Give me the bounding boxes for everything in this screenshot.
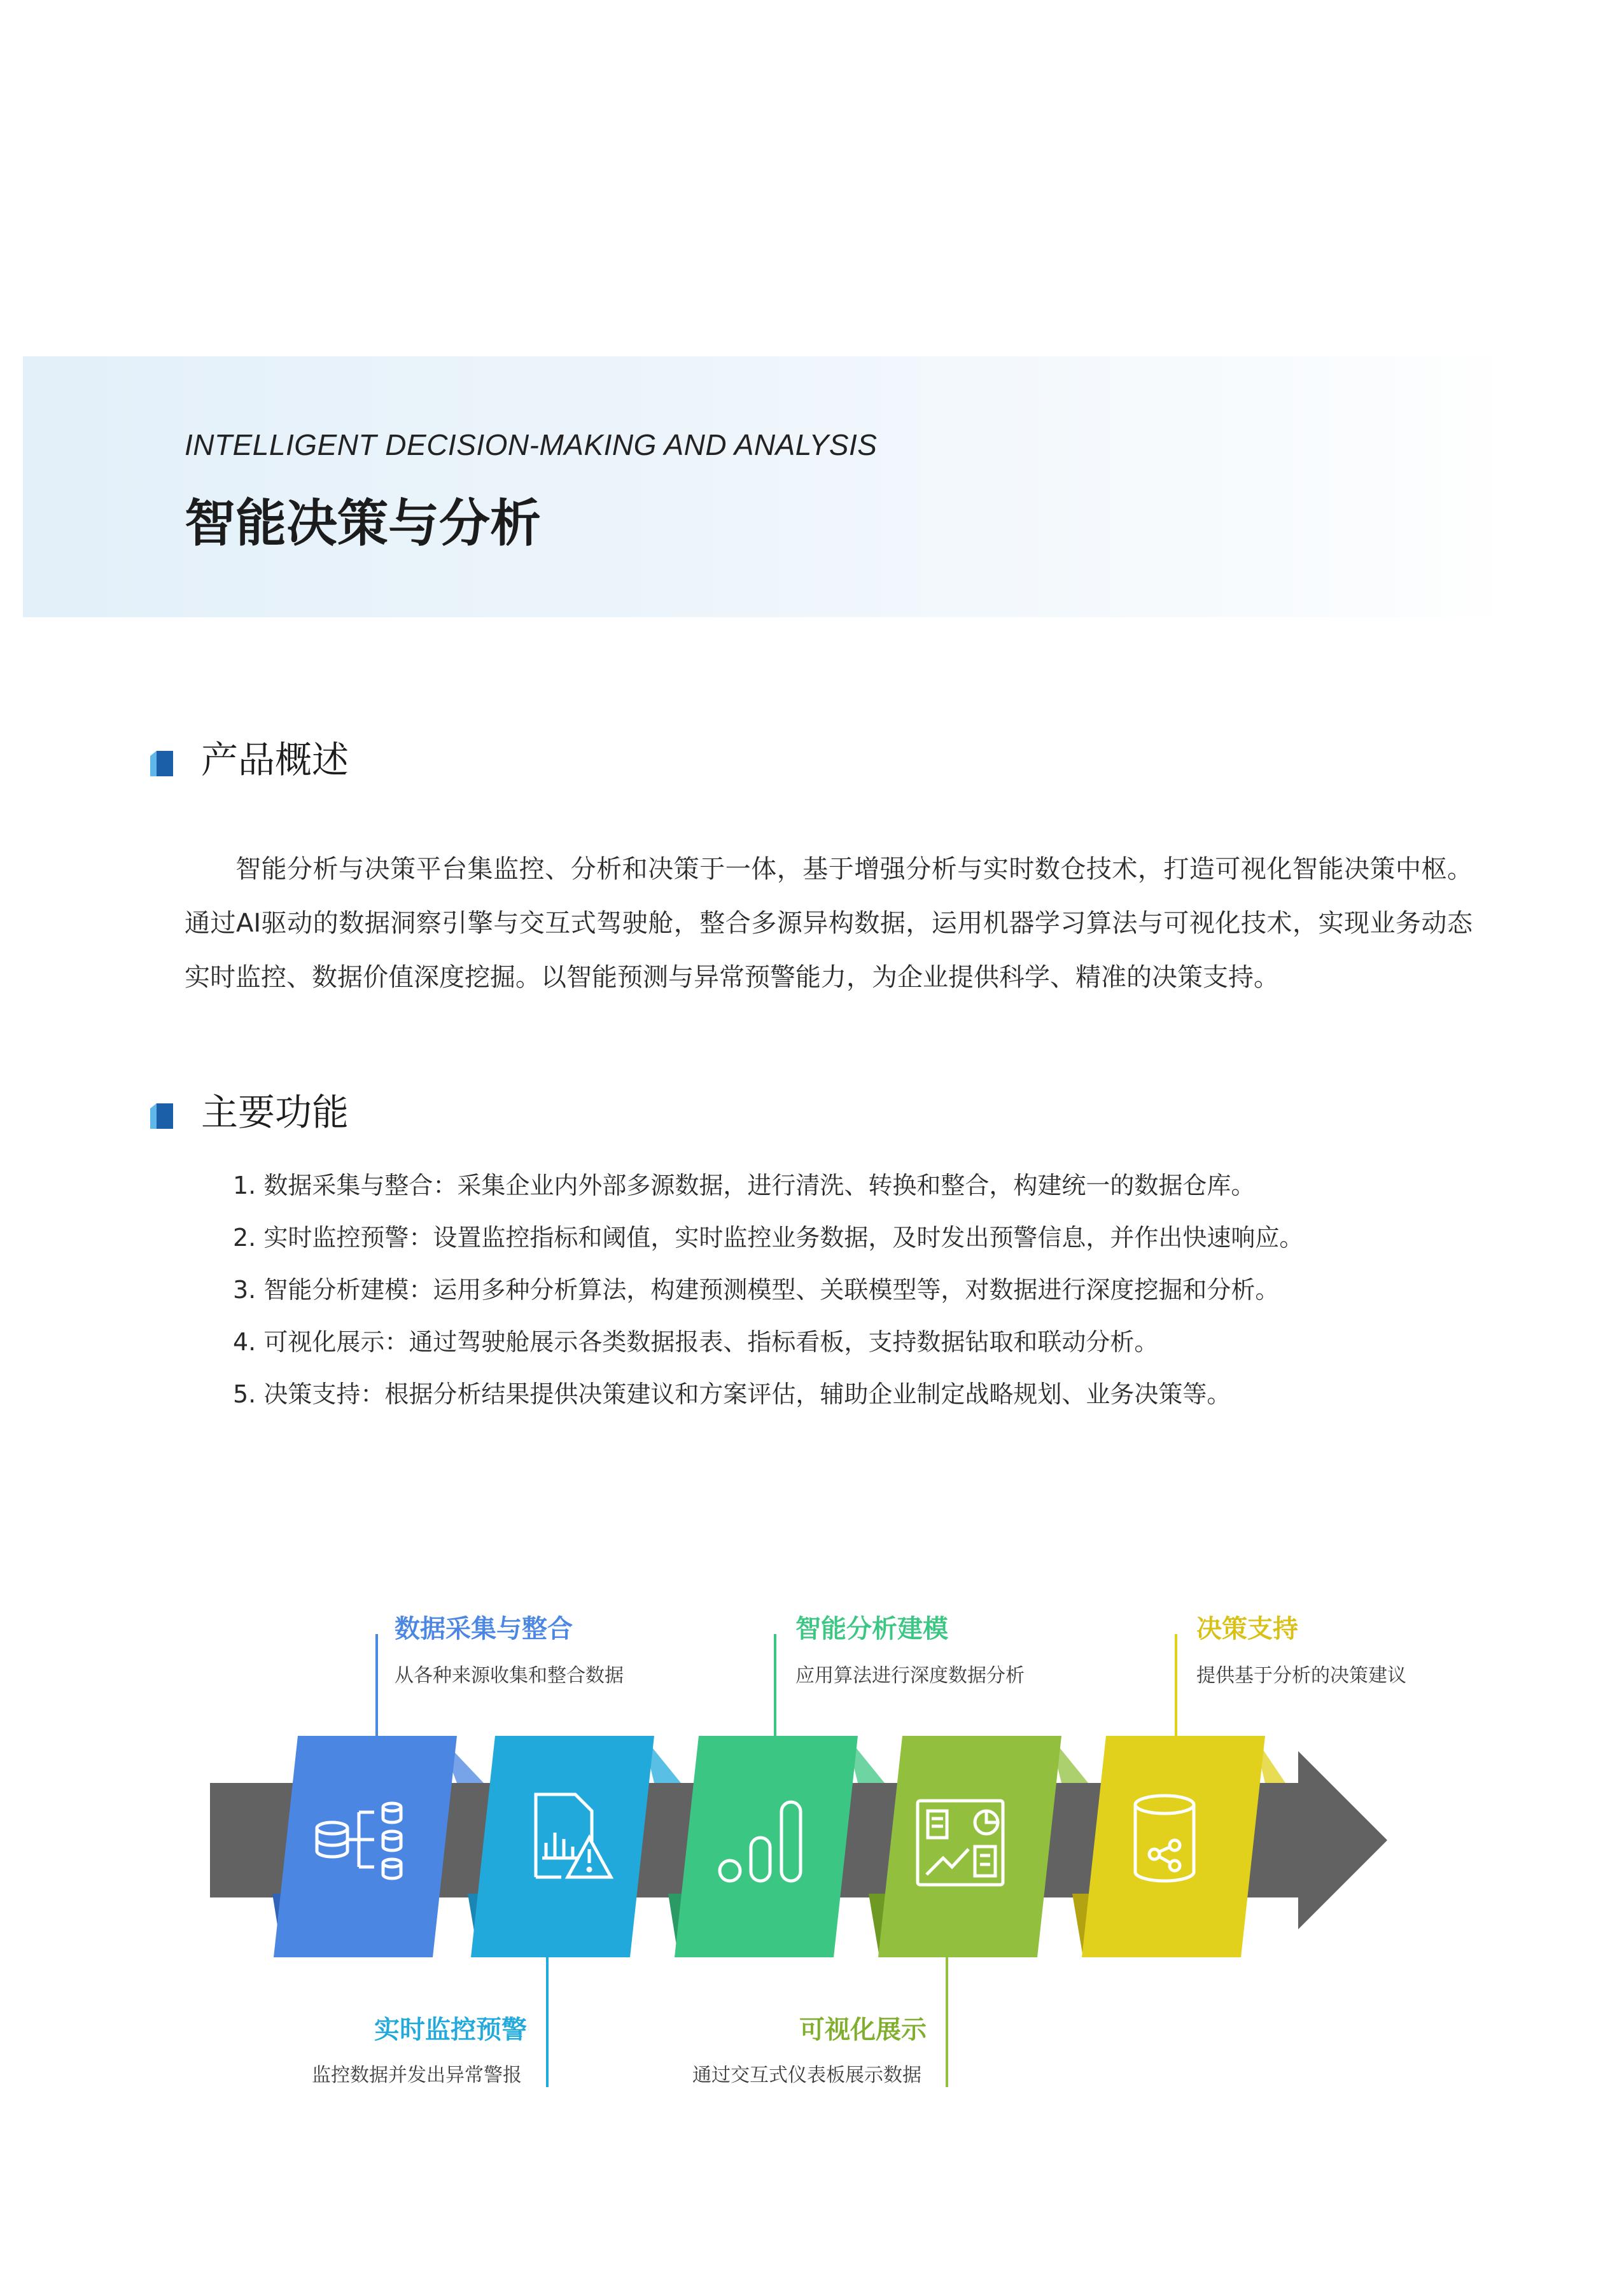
bar-growth-icon: [720, 1802, 801, 1881]
section-marker-icon: [150, 751, 173, 776]
step-4-desc: 通过交互式仪表板展示数据: [692, 2064, 921, 2086]
step-3-title: 智能分析建模: [795, 1614, 948, 1644]
report-alert-icon: [536, 1794, 611, 1877]
step-4-title: 可视化展示: [799, 2015, 927, 2044]
overview-paragraph: 智能分析与决策平台集监控、分析和决策于一体，基于增强分析与实时数仓技术，打造可视化智能决策中枢。通过AI驱动的数据洞察引擎与交互式驾驶舱，整合多源异构数据，运用机器学习算法与可视化技术，实现业务动态实时监控、数据价值深度挖掘。以智能预测与异常预警能力，为企业提供科学、精准的决策支持。: [185, 855, 1473, 992]
step-3-desc: 应用算法进行深度数据分析: [795, 1665, 1025, 1687]
features-list: [233, 1159, 1506, 1420]
process-step-1: [272, 1736, 484, 1957]
process-step-5: [1072, 1736, 1285, 1957]
feature-item-2: 2. 实时监控预警：设置监控指标和阈值，实时监控业务数据，及时发出预警信息，并作出快速响应。: [233, 1224, 1304, 1252]
banner-subtitle-en: INTELLIGENT DECISION-MAKING AND ANALYSIS: [185, 428, 878, 461]
database-icon: [317, 1803, 401, 1878]
feature-item-4: 4. 可视化展示：通过驾驶舱展示各类数据报表、指标看板，支持数据钻取和联动分析。: [233, 1328, 1159, 1356]
step-2-desc: 监控数据并发出异常警报: [312, 2064, 522, 2086]
feature-item-5: 5. 决策支持：根据分析结果提供决策建议和方案评估，辅助企业制定战略规划、业务决策等。: [233, 1380, 1231, 1408]
features-title: 主要功能: [201, 1091, 349, 1134]
banner-title: 智能决策与分析: [185, 494, 541, 553]
process-arrow: [210, 1751, 1387, 1929]
process-step-2: [468, 1736, 681, 1957]
section-marker-icon: [150, 1103, 173, 1129]
process-step-4: [869, 1736, 1088, 1957]
feature-item-1: 1. 数据采集与整合：采集企业内外部多源数据，进行清洗、转换和整合，构建统一的数据仓库。: [233, 1171, 1256, 1199]
cylinder-share-icon: [1135, 1796, 1194, 1881]
step-2-title: 实时监控预警: [374, 2015, 527, 2044]
overview-title: 产品概述: [201, 738, 349, 781]
process-step-3: [668, 1736, 885, 1957]
step-5-desc: 提供基于分析的决策建议: [1196, 1665, 1406, 1687]
step-5-title: 决策支持: [1196, 1614, 1298, 1644]
step-1-title: 数据采集与整合: [395, 1614, 573, 1644]
feature-item-3: 3. 智能分析建模：运用多种分析算法，构建预测模型、关联模型等，对数据进行深度挖掘和分析。: [233, 1276, 1280, 1304]
dashboard-icon: [918, 1801, 1003, 1885]
step-1-desc: 从各种来源收集和整合数据: [395, 1665, 624, 1687]
